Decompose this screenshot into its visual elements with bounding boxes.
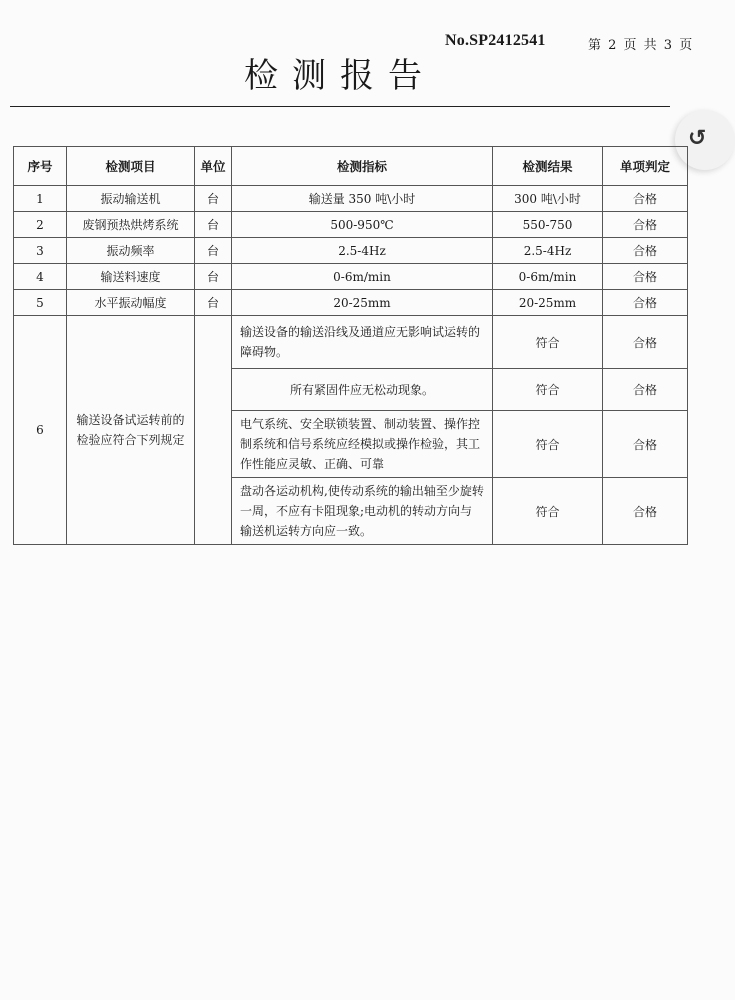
cell-verdict: 合格 [603,264,688,290]
column-header-no: 序号 [14,147,67,186]
cell-spec: 20-25mm [232,290,493,316]
cell-no: 6 [14,316,67,545]
table-row [14,186,688,212]
cell-item: 输送料速度 [67,264,195,290]
cell-no: 1 [14,186,67,212]
cell-item: 振动输送机 [67,186,195,212]
cell-unit [195,316,232,545]
cell-verdict: 合格 [603,290,688,316]
cell-result: 符合 [493,411,603,478]
table-row [14,290,688,316]
cell-unit: 台 [195,238,232,264]
cell-no: 3 [14,238,67,264]
cell-item: 水平振动幅度 [67,290,195,316]
cell-unit: 台 [195,264,232,290]
cell-result: 0-6m/min [493,264,603,290]
cell-result: 符合 [493,478,603,545]
cell-verdict: 合格 [603,212,688,238]
column-header-spec: 检测指标 [232,147,493,186]
cell-item: 输送设备试运转前的检验应符合下列规定 [67,316,195,545]
cell-verdict: 合格 [603,478,688,545]
column-header-result: 检测结果 [493,147,603,186]
cell-spec: 盘动各运动机构,使传动系统的输出轴至少旋转一周，不应有卡阻现象;电动机的转动方向与输送机运转方向应一致。 [232,478,493,545]
cell-result: 20-25mm [493,290,603,316]
cell-spec: 输送量 350 吨\小时 [232,186,493,212]
table-row [14,264,688,290]
cell-spec: 2.5-4Hz [232,238,493,264]
cell-unit: 台 [195,186,232,212]
column-header-verdict: 单项判定 [603,147,688,186]
inspection-table [13,146,688,545]
cell-spec: 500-950℃ [232,212,493,238]
cell-item: 振动频率 [67,238,195,264]
cell-no: 5 [14,290,67,316]
cell-verdict: 合格 [603,186,688,212]
table-header-row [14,147,688,186]
report-number: No.SP2412541 [445,32,546,49]
cell-spec: 输送设备的输送沿线及通道应无影响试运转的障碍物。 [232,316,493,369]
cell-verdict: 合格 [603,316,688,369]
cell-no: 2 [14,212,67,238]
table-row [14,212,688,238]
page-indicator: 第 2 页 共 3 页 [588,38,693,53]
edge-overlay-icon: ↺ [688,126,707,151]
cell-unit: 台 [195,290,232,316]
cell-result: 300 吨\小时 [493,186,603,212]
table-row [14,316,688,369]
cell-unit: 台 [195,212,232,238]
cell-spec: 0-6m/min [232,264,493,290]
column-header-unit: 单位 [195,147,232,186]
table-row [14,238,688,264]
cell-spec: 所有紧固件应无松动现象。 [232,369,493,411]
cell-verdict: 合格 [603,369,688,411]
cell-no: 4 [14,264,67,290]
cell-verdict: 合格 [603,411,688,478]
cell-verdict: 合格 [603,238,688,264]
cell-spec: 电气系统、安全联锁装置、制动装置、操作控制系统和信号系统应经模拟或操作检验，其工作性能应灵敏、正确、可靠 [232,411,493,478]
cell-result: 2.5-4Hz [493,238,603,264]
cell-result: 符合 [493,369,603,411]
cell-result: 符合 [493,316,603,369]
column-header-item: 检测项目 [67,147,195,186]
header-divider [10,106,670,107]
cell-result: 550-750 [493,212,603,238]
cell-item: 废钢预热烘烤系统 [67,212,195,238]
page-title: 检测报告 [244,56,436,96]
